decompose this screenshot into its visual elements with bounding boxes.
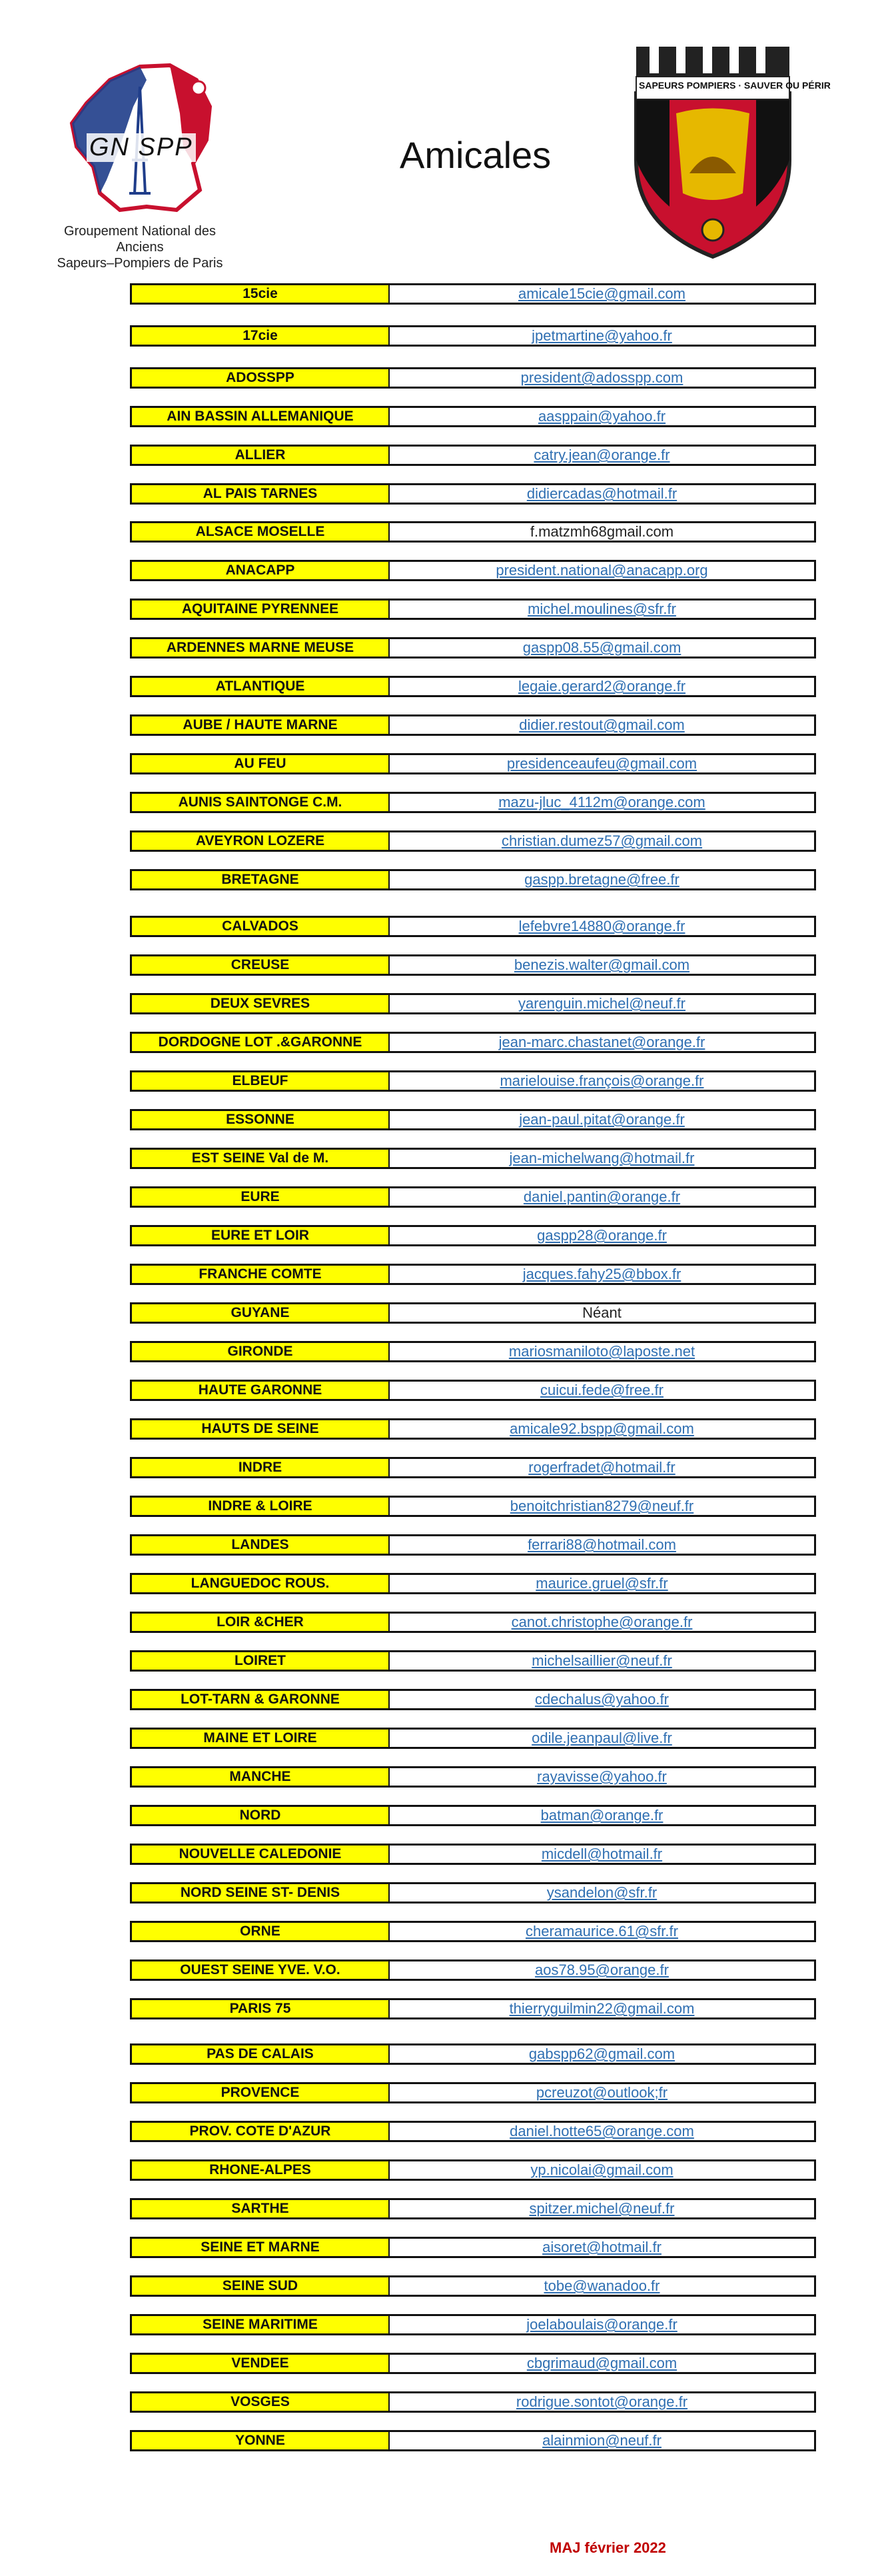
email-link[interactable]: jean-marc.chastanet@orange.fr bbox=[498, 1034, 705, 1050]
amicale-name: MANCHE bbox=[132, 1768, 390, 1786]
table-row bbox=[130, 2043, 816, 2065]
amicale-name: AUNIS SAINTONGE C.M. bbox=[132, 794, 390, 811]
email-link[interactable]: tobe@wanadoo.fr bbox=[544, 2277, 660, 2294]
email-link[interactable]: cheramaurice.61@sfr.fr bbox=[526, 1923, 678, 1939]
table-row bbox=[130, 445, 816, 466]
amicale-name: AL PAIS TARNES bbox=[132, 485, 390, 503]
table-row bbox=[130, 1341, 816, 1362]
email-link[interactable]: legaie.gerard2@orange.fr bbox=[518, 678, 686, 694]
table-row bbox=[130, 1032, 816, 1053]
email-link[interactable]: alainmion@neuf.fr bbox=[542, 2432, 662, 2449]
page-title: Amicales bbox=[400, 134, 552, 176]
logo-caption-line1: Groupement National des Anciens bbox=[64, 224, 216, 255]
table-row bbox=[130, 1805, 816, 1826]
email-link[interactable]: presidenceaufeu@gmail.com bbox=[506, 755, 697, 772]
table-row bbox=[130, 1998, 816, 2019]
email-link[interactable]: cdechalus@yahoo.fr bbox=[535, 1691, 669, 1708]
table-row bbox=[130, 1225, 816, 1246]
table-row bbox=[130, 1109, 816, 1130]
email-link[interactable]: amicale15cie@gmail.com bbox=[518, 285, 685, 302]
amicale-name: ARDENNES MARNE MEUSE bbox=[132, 639, 390, 656]
table-row bbox=[130, 1844, 816, 1865]
table-row bbox=[130, 1766, 816, 1788]
update-date: MAJ février 2022 bbox=[550, 2539, 666, 2556]
email-link[interactable]: gaspp28@orange.fr bbox=[537, 1227, 667, 1244]
amicale-name: ATLANTIQUE bbox=[132, 678, 390, 695]
amicale-name: LOIR &CHER bbox=[132, 1614, 390, 1631]
table-row bbox=[130, 1070, 816, 1092]
logo-caption-line2: Sapeurs–Pompiers de Paris bbox=[57, 256, 223, 271]
email-link[interactable]: didiercadas@hotmail.fr bbox=[526, 485, 677, 502]
table-row bbox=[130, 1573, 816, 1594]
amicale-name: AQUITAINE PYRENNEE bbox=[132, 601, 390, 618]
amicale-name: EST SEINE Val de M. bbox=[132, 1150, 390, 1167]
table-row bbox=[130, 993, 816, 1014]
email-link[interactable]: jean-michelwang@hotmail.fr bbox=[509, 1150, 695, 1166]
table-row bbox=[130, 1612, 816, 1633]
crest-motto: SAPEURS POMPIERS · SAUVER OU PÉRIR bbox=[639, 80, 831, 91]
email-link[interactable]: president.national@anacapp.org bbox=[496, 562, 708, 579]
amicale-name: DORDOGNE LOT .&GARONNE bbox=[132, 1034, 390, 1051]
table-row bbox=[130, 2430, 816, 2451]
table-row bbox=[130, 1457, 816, 1478]
table-row bbox=[130, 483, 816, 505]
sapeurs-pompiers-crest bbox=[623, 40, 831, 260]
amicale-name: AVEYRON LOZERE bbox=[132, 832, 390, 850]
table-row bbox=[130, 753, 816, 774]
table-row bbox=[130, 1264, 816, 1285]
amicale-name: ESSONNE bbox=[132, 1111, 390, 1128]
logo-caption bbox=[47, 223, 233, 271]
table-row bbox=[130, 283, 816, 305]
amicale-name: INDRE & LOIRE bbox=[132, 1498, 390, 1515]
email-link[interactable]: michelsaillier@neuf.fr bbox=[532, 1652, 672, 1669]
table-row bbox=[130, 1380, 816, 1401]
table-row bbox=[130, 2082, 816, 2103]
amicale-name: ALSACE MOSELLE bbox=[132, 523, 390, 541]
table-row bbox=[130, 1302, 816, 1324]
table-row bbox=[130, 2198, 816, 2219]
email-link[interactable]: batman@orange.fr bbox=[540, 1807, 664, 1824]
email-link[interactable]: cbgrimaud@gmail.com bbox=[526, 2355, 677, 2371]
table-row bbox=[130, 2237, 816, 2258]
email-link[interactable]: thierryguilmin22@gmail.com bbox=[509, 2000, 695, 2017]
amicale-name: RHONE-ALPES bbox=[132, 2161, 390, 2179]
email-link[interactable]: jacques.fahy25@bbox.fr bbox=[522, 1266, 681, 1282]
email-link[interactable]: marielouise.françois@orange.fr bbox=[500, 1072, 704, 1089]
table-row bbox=[130, 2275, 816, 2297]
table-row bbox=[130, 1882, 816, 1904]
amicale-name: AUBE / HAUTE MARNE bbox=[132, 716, 390, 734]
table-row bbox=[130, 2159, 816, 2181]
france-map-logo-icon bbox=[47, 40, 233, 220]
table-row bbox=[130, 1186, 816, 1208]
table-row bbox=[130, 1650, 816, 1672]
table-row bbox=[130, 954, 816, 976]
table-row bbox=[130, 1728, 816, 1749]
email-link[interactable]: gaspp.bretagne@free.fr bbox=[524, 871, 679, 888]
email-link[interactable]: daniel.pantin@orange.fr bbox=[523, 1188, 681, 1205]
email-link[interactable]: canot.christophe@orange.fr bbox=[511, 1614, 693, 1630]
table-row bbox=[130, 1689, 816, 1710]
email-link[interactable]: odile.jeanpaul@live.fr bbox=[532, 1730, 672, 1746]
table-row bbox=[130, 1148, 816, 1169]
amicale-name: ANACAPP bbox=[132, 562, 390, 579]
email-link[interactable]: rodrigue.sontot@orange.fr bbox=[516, 2393, 688, 2410]
amicale-name: HAUTE GARONNE bbox=[132, 1382, 390, 1399]
email-link[interactable]: aos78.95@orange.fr bbox=[535, 1961, 669, 1978]
amicale-name: HAUTS DE SEINE bbox=[132, 1420, 390, 1438]
email-link[interactable]: benezis.walter@gmail.com bbox=[514, 956, 690, 973]
email-link[interactable]: joelaboulais@orange.fr bbox=[526, 2316, 677, 2333]
table-row bbox=[130, 406, 816, 427]
email-link[interactable]: spitzer.michel@neuf.fr bbox=[529, 2200, 675, 2217]
email-link[interactable]: amicale92.bspp@gmail.com bbox=[510, 1420, 694, 1437]
email-link[interactable]: mazu-jluc_4112m@orange.com bbox=[498, 794, 705, 810]
amicale-name: ORNE bbox=[132, 1923, 390, 1940]
table-row bbox=[130, 714, 816, 736]
email-link[interactable]: michel.moulines@sfr.fr bbox=[528, 601, 676, 617]
table-row bbox=[130, 1921, 816, 1942]
table-row bbox=[130, 2353, 816, 2374]
table-row bbox=[130, 521, 816, 543]
email-link[interactable]: yp.nicolai@gmail.com bbox=[530, 2161, 673, 2178]
amicale-name: LANGUEDOC ROUS. bbox=[132, 1575, 390, 1592]
email-link[interactable]: jpetmartine@yahoo.fr bbox=[532, 327, 672, 344]
amicale-name: SEINE MARITIME bbox=[132, 2316, 390, 2333]
amicale-name: EURE ET LOIR bbox=[132, 1227, 390, 1244]
amicale-name: MAINE ET LOIRE bbox=[132, 1730, 390, 1747]
amicale-name: AU FEU bbox=[132, 755, 390, 772]
table-row bbox=[130, 2314, 816, 2335]
amicale-name: PROV. COTE D'AZUR bbox=[132, 2123, 390, 2140]
amicale-name: NOUVELLE CALEDONIE bbox=[132, 1846, 390, 1863]
table-row bbox=[130, 1496, 816, 1517]
amicale-name: ADOSSPP bbox=[132, 369, 390, 387]
email-link[interactable]: aasppain@yahoo.fr bbox=[538, 408, 666, 425]
table-row bbox=[130, 916, 816, 937]
email-link[interactable]: catry.jean@orange.fr bbox=[534, 447, 670, 463]
email-link[interactable]: president@adosspp.com bbox=[520, 369, 683, 386]
amicale-name: PAS DE CALAIS bbox=[132, 2045, 390, 2063]
email-link[interactable]: aisoret@hotmail.fr bbox=[542, 2239, 662, 2255]
table-row bbox=[130, 1534, 816, 1556]
amicale-name: GIRONDE bbox=[132, 1343, 390, 1360]
amicale-name: SEINE ET MARNE bbox=[132, 2239, 390, 2256]
email-link[interactable]: rayavisse@yahoo.fr bbox=[537, 1768, 667, 1785]
email-value: Néant bbox=[582, 1304, 622, 1321]
amicale-name: OUEST SEINE YVE. V.O. bbox=[132, 1961, 390, 1979]
email-link[interactable]: maurice.gruel@sfr.fr bbox=[536, 1575, 668, 1592]
email-link[interactable]: pcreuzot@outlook;fr bbox=[536, 2084, 668, 2101]
amicale-name: VENDEE bbox=[132, 2355, 390, 2372]
amicale-name: DEUX SEVRES bbox=[132, 995, 390, 1012]
email-link[interactable]: rogerfradet@hotmail.fr bbox=[528, 1459, 675, 1476]
amicale-name: FRANCHE COMTE bbox=[132, 1266, 390, 1283]
amicale-name: LANDES bbox=[132, 1536, 390, 1554]
amicale-name: AIN BASSIN ALLEMANIQUE bbox=[132, 408, 390, 425]
amicale-name: BRETAGNE bbox=[132, 871, 390, 888]
email-link[interactable]: daniel.hotte65@orange.com bbox=[510, 2123, 694, 2139]
amicale-name: ELBEUF bbox=[132, 1072, 390, 1090]
email-link[interactable]: didier.restout@gmail.com bbox=[519, 716, 685, 733]
email-link[interactable]: micdell@hotmail.fr bbox=[541, 1846, 663, 1862]
email-link[interactable]: benoitchristian8279@neuf.fr bbox=[510, 1498, 694, 1514]
table-row bbox=[130, 2391, 816, 2413]
amicale-name: NORD SEINE ST- DENIS bbox=[132, 1884, 390, 1902]
amicale-name: SEINE SUD bbox=[132, 2277, 390, 2295]
email-link[interactable]: cuicui.fede@free.fr bbox=[540, 1382, 664, 1398]
amicale-name: INDRE bbox=[132, 1459, 390, 1476]
email-link[interactable]: gaspp08.55@gmail.com bbox=[522, 639, 681, 656]
amicale-name: EURE bbox=[132, 1188, 390, 1206]
logo-text: GN SPP bbox=[87, 133, 196, 162]
email-value: f.matzmh68gmail.com bbox=[530, 523, 674, 540]
amicale-name: SARTHE bbox=[132, 2200, 390, 2217]
table-row bbox=[130, 869, 816, 890]
amicale-name: PROVENCE bbox=[132, 2084, 390, 2101]
email-link[interactable]: christian.dumez57@gmail.com bbox=[501, 832, 703, 849]
email-link[interactable]: ferrari88@hotmail.com bbox=[528, 1536, 676, 1553]
table-row bbox=[130, 676, 816, 697]
email-link[interactable]: jean-paul.pitat@orange.fr bbox=[519, 1111, 685, 1128]
table-row bbox=[130, 560, 816, 581]
email-link[interactable]: lefebvre14880@orange.fr bbox=[518, 918, 685, 934]
amicale-name: GUYANE bbox=[132, 1304, 390, 1322]
table-row bbox=[130, 367, 816, 389]
email-link[interactable]: ysandelon@sfr.fr bbox=[546, 1884, 658, 1901]
table-row bbox=[130, 2121, 816, 2142]
amicale-name: PARIS 75 bbox=[132, 2000, 390, 2017]
table-row bbox=[130, 792, 816, 813]
amicale-name: 17cie bbox=[132, 327, 390, 345]
amicale-name: CREUSE bbox=[132, 956, 390, 974]
amicale-name: LOIRET bbox=[132, 1652, 390, 1670]
amicale-name: VOSGES bbox=[132, 2393, 390, 2411]
table-row bbox=[130, 830, 816, 852]
email-link[interactable]: gabspp62@gmail.com bbox=[528, 2045, 675, 2062]
amicale-name: NORD bbox=[132, 1807, 390, 1824]
amicale-name: LOT-TARN & GARONNE bbox=[132, 1691, 390, 1708]
amicale-name: 15cie bbox=[132, 285, 390, 303]
table-row bbox=[130, 637, 816, 658]
table-row bbox=[130, 599, 816, 620]
table-row bbox=[130, 1418, 816, 1440]
amicale-name: YONNE bbox=[132, 2432, 390, 2449]
email-link[interactable]: mariosmaniloto@laposte.net bbox=[508, 1343, 695, 1360]
table-row bbox=[130, 325, 816, 347]
gnaspp-logo bbox=[47, 40, 233, 271]
crest-icon bbox=[623, 40, 831, 260]
amicale-name: CALVADOS bbox=[132, 918, 390, 935]
amicale-name: ALLIER bbox=[132, 447, 390, 464]
table-row bbox=[130, 1959, 816, 1981]
email-link[interactable]: yarenguin.michel@neuf.fr bbox=[518, 995, 685, 1012]
